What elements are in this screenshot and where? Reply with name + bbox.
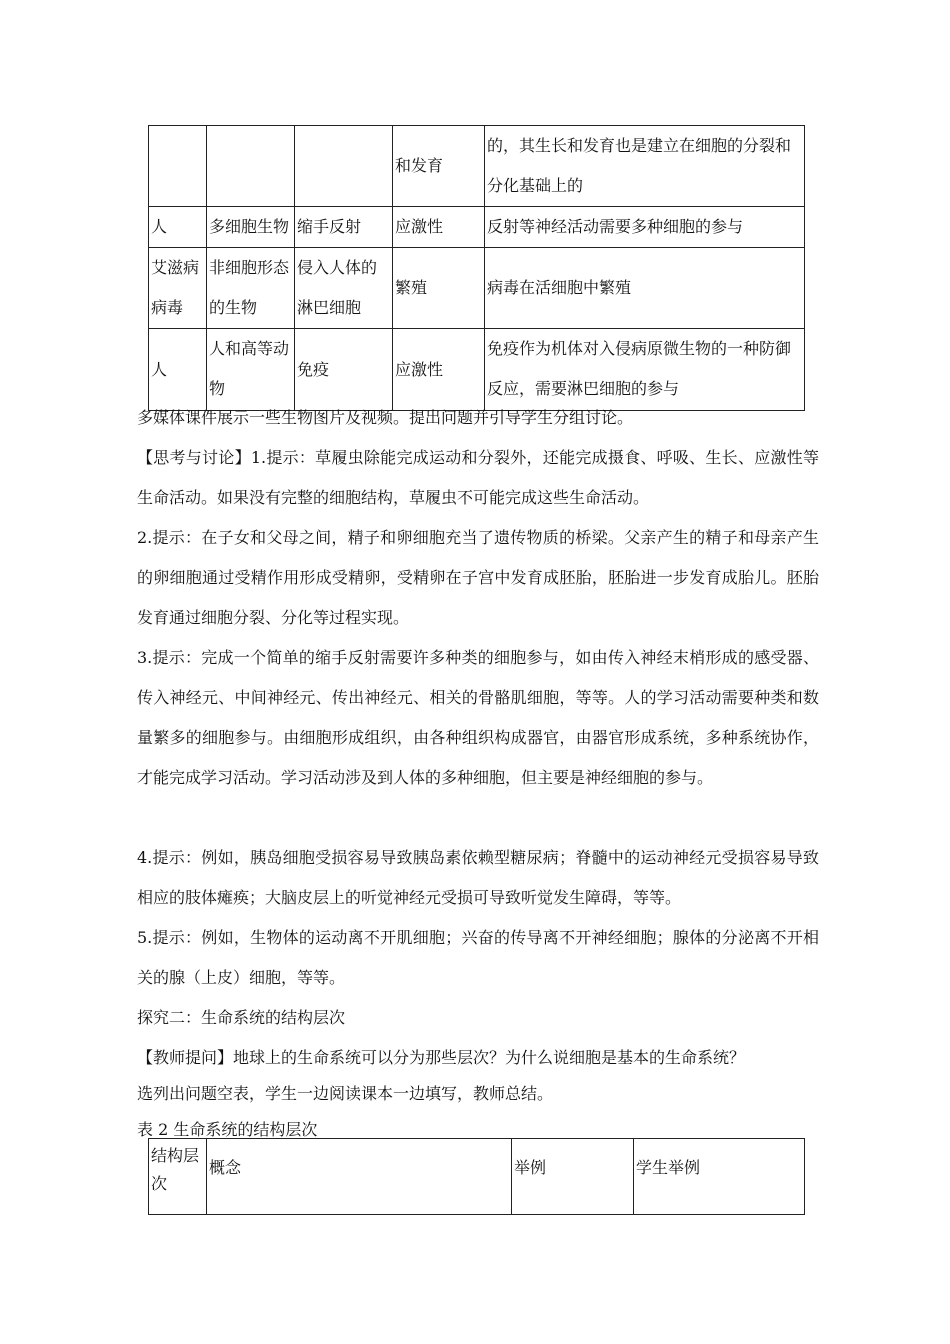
section-heading: 探究二：生命系统的结构层次 <box>137 1008 346 1027</box>
table-life-system-levels <box>148 1138 805 1215</box>
instruction-text: 选列出问题空表，学生一边阅读课本一边填写，教师总结。 <box>137 1084 554 1103</box>
table-cell: 反射等神经活动需要多种细胞的参与 <box>485 207 805 248</box>
table-row <box>149 126 805 207</box>
discussion-paragraph-1: 【思考与讨论】1.提示：草履虫除能完成运动和分裂外，还能完成摄食、呼吸、生长、应激性等生命活动。如果没有完整的细胞结构，草履虫不可能完成这些生命活动。 <box>137 448 819 507</box>
discussion-paragraph-5: 5.提示：例如，生物体的运动离不开肌细胞；兴奋的传导离不开神经细胞；腺体的分泌离不开相关的腺（上皮）细胞，等等。 <box>137 928 819 987</box>
table-cell: 人 <box>149 329 207 411</box>
intro-paragraph: 多媒体课件展示一些生物图片及视频。提出问题并引导学生分组讨论。 <box>137 408 634 427</box>
table-cell: 人 <box>149 207 207 248</box>
table-cell: 缩手反射 <box>295 207 393 248</box>
table-cell: 免疫作为机体对入侵病原微生物的一种防御反应，需要淋巴细胞的参与 <box>485 329 805 411</box>
table-header-cell: 举例 <box>512 1139 634 1215</box>
table-header-cell: 学生举例 <box>634 1139 805 1215</box>
table-row <box>149 207 805 248</box>
table-cell <box>207 126 295 207</box>
table-row <box>149 248 805 329</box>
table-cell: 免疫 <box>295 329 393 411</box>
table-cell: 侵入人体的淋巴细胞 <box>295 248 393 329</box>
table-cell <box>295 126 393 207</box>
table-cell-functions <box>148 125 805 411</box>
table-header-cell: 概念 <box>207 1139 512 1215</box>
table-cell: 艾滋病病毒 <box>149 248 207 329</box>
teacher-question: 【教师提问】地球上的生命系统可以分为那些层次？为什么说细胞是基本的生命系统？ <box>137 1048 746 1067</box>
table-cell: 病毒在活细胞中繁殖 <box>485 248 805 329</box>
table-cell: 多细胞生物 <box>207 207 295 248</box>
table-cell: 应激性 <box>393 329 485 411</box>
table-cell: 应激性 <box>393 207 485 248</box>
table-cell: 的，其生长和发育也是建立在细胞的分裂和分化基础上的 <box>485 126 805 207</box>
table-cell: 非细胞形态的生物 <box>207 248 295 329</box>
table-cell: 和发育 <box>393 126 485 207</box>
discussion-paragraph-3: 3.提示：完成一个简单的缩手反射需要许多种类的细胞参与，如由传入神经末梢形成的感受器、传入神经元、中间神经元、传出神经元、相关的骨骼肌细胞，等等。人的学习活动需要种类和数量繁多的细胞参与。由细胞形成组织，由各种组织构成器官，由器官形成系统，多种系统协作，才能完成学习活动。学习活动涉及到人体的多种细胞，但主要是神经细胞的参与。 <box>137 648 819 787</box>
table-header-cell: 结构层次 <box>149 1139 207 1215</box>
table-cell <box>149 126 207 207</box>
table-caption: 表 2 生命系统的结构层次 <box>137 1120 318 1139</box>
table-header-row <box>149 1139 805 1215</box>
discussion-paragraph-4: 4.提示：例如，胰岛细胞受损容易导致胰岛素依赖型糖尿病；脊髓中的运动神经元受损容易导致相应的肢体瘫痪；大脑皮层上的听觉神经元受损可导致听觉发生障碍，等等。 <box>137 848 819 907</box>
discussion-paragraph-2: 2.提示：在子女和父母之间，精子和卵细胞充当了遗传物质的桥梁。父亲产生的精子和母亲产生的卵细胞通过受精作用形成受精卵，受精卵在子宫中发育成胚胎，胚胎进一步发育成胎儿。胚胎发育通过细胞分裂、分化等过程实现。 <box>137 528 819 627</box>
table-cell: 人和高等动物 <box>207 329 295 411</box>
table-cell: 繁殖 <box>393 248 485 329</box>
